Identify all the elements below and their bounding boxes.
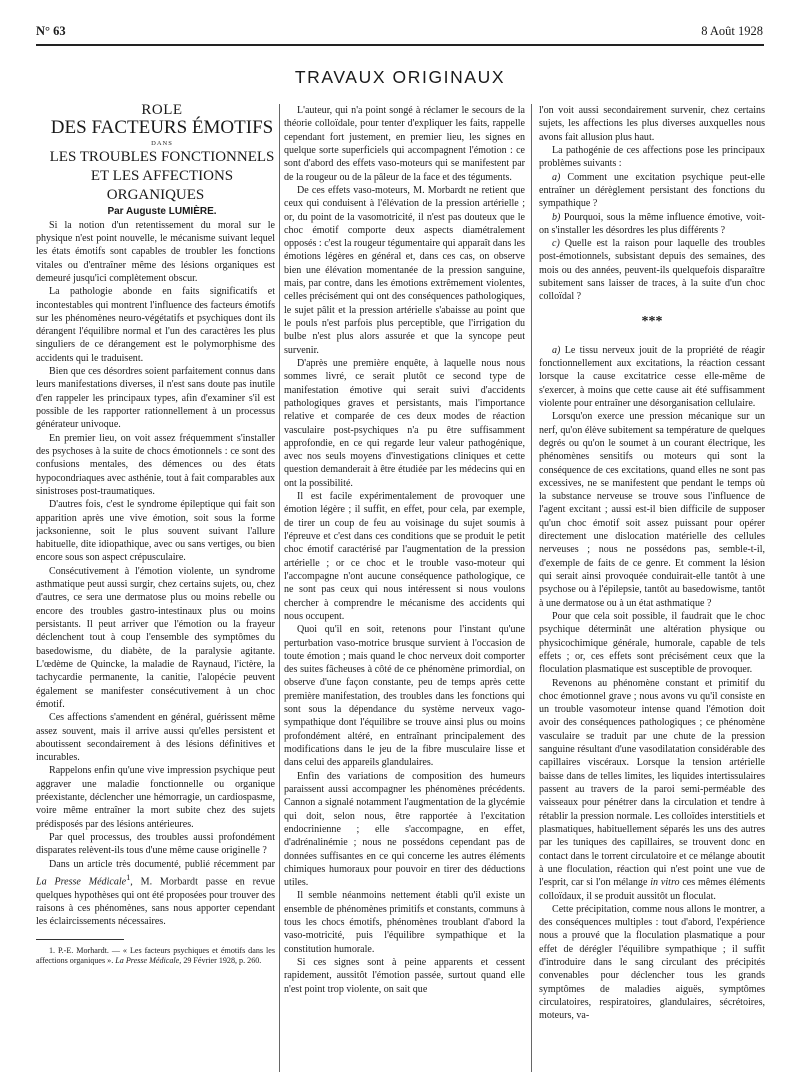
paragraph: Si ces signes sont à peine apparents et cessent rapidement, aussitôt l'émotion passée, surtout quand elle n'est point trop violente, on sait que bbox=[284, 957, 525, 995]
paragraph: Quoi qu'il en soit, retenons pour l'instant qu'une perturbation vaso-motrice brusque survient à l'occasion de toute émotion ; mais quand le choc nerveux doit comporter des suites fâcheuses à côté de ce phénomène primordial, on observe d'une façon constante, peu de temps après cette première manifestation, des troubles dans les fonctions qui sont sous la dépendance du système nerveux vago-sympathique dont l'équilibre se trouve ainsi plus ou moins profondément altéré, en entraînant principalement des modifications dans le jeu de la fibre musculaire lisse et dans celui des appareils glandulaires. bbox=[284, 624, 525, 769]
paragraph-text: Dans un article très documenté, publié récemment par bbox=[49, 858, 275, 870]
section-separator-asterisks: *** bbox=[641, 313, 663, 329]
author-prefix: Par bbox=[107, 206, 124, 218]
paragraph: Il est facile expérimentalement de provoquer une émotion légère ; il suffit, en effet, pour cela, par exemple, de tirer un coup de feu au voisinage du sujet soumis à l'épreuve et c'est dans ces conditions que se produit le petit choc émotif caractérisé par l'augmentation de la pression artérielle ; or ce choc et le trouble vaso-moteur qui l'accompagne n'ont aucune conséquence pathologique, ce ne sont pas ceux qui nous intéressent si nous voulons chercher à comprendre le mécanisme des accidents qui nous occupent. bbox=[284, 491, 525, 622]
issue-date: 8 Août 1928 bbox=[701, 24, 763, 38]
column-divider bbox=[531, 104, 532, 1072]
question-a bbox=[539, 171, 765, 211]
question-b bbox=[539, 211, 765, 238]
paragraph: Enfin des variations de composition des humeurs paraissent aussi accompagner les phénomènes précédents. Cannon a signalé notamment l'augmentation de la glycémie qui doit, selon nous, être rapportée à l'excitation endocrinienne ; elle s'accompagne, en effet, d'adrénalinémie ; nous ne possédons cependant pas de données suffisantes en ce qui concerne les autres éléments chimiques humoraux pour pouvoir en tirer des déductions utiles. bbox=[284, 770, 525, 889]
italic-term: in vitro bbox=[650, 877, 680, 889]
paragraph: De ces effets vaso-moteurs, M. Morbardt ne retient que ceux qui conduisent à l'élévation de la pression artérielle ; or, du point de la vasomotricité, il n'est pas douteux que le choc émotif comporte deux aspects diamétralement opposés : c'est la rougeur tégumentaire qui apparaît dans les émotions légères en général et, dans ces cas, on observe bien une élévation momentanée de la pression sanguine, mais, par contre, dans les émotions extrêmement violentes, celles précisément qui ont des conséquences pathologiques, le sujet pâlit et la pression artérielle s'abaisse au point que le pouls n'est parfois plus perceptible, que l'irrigation du bulbe n'est plus alors assurée et que la syncope peut survenir. bbox=[284, 184, 525, 356]
paragraph bbox=[36, 858, 275, 929]
column-divider bbox=[279, 104, 280, 1072]
article-subtitle-2: ET LES AFFECTIONS ORGANIQUES bbox=[90, 168, 234, 204]
paragraph-text: ces mêmes éléments colloïdaux, il se produit aussitôt un floculat. bbox=[539, 877, 765, 902]
column-1 bbox=[36, 104, 275, 966]
list-label: a) bbox=[552, 171, 561, 183]
article-subtitle-1: LES TROUBLES FONCTIONNELS bbox=[49, 149, 275, 166]
paragraph: Lorsqu'on exerce une pression mécanique sur un nerf, qu'on élève subitement sa température de quelques degrés ou qu'on le soumet à un courant électrique, les phénomènes sensitifs ou moteurs qui sont la conséquence de ces excitations, quand elles ne sont pas excessives, ne se manifestent que pendant le temps où la substance nerveuse se trouve sous l'influence de l'agent excitant ; aussi est-il bien difficile de supposer qu'un choc émotif soit assez puissant pour opérer directement une dislocation matérielle des cellules nerveuses ; nous ne possédons pas, semble-t-il, d'exemple de faits de ce genre. Et comment la lésion qui serait ainsi provoquée conduirait-elle tantôt à une psychose ou à l'épilepsie, tantôt au basedowisme, tantôt à une dermatose ou à un état asthmatique ? bbox=[539, 411, 765, 609]
section-title: TRAVAUX ORIGINAUX bbox=[294, 67, 506, 87]
footnote-ref: 1 bbox=[126, 872, 131, 882]
paragraph: Par quel processus, des troubles aussi profondément disparates relèvent-ils tous d'une même cause originelle ? bbox=[36, 832, 275, 857]
article-title-dans: DANS bbox=[151, 140, 173, 148]
journal-name: La Presse Médicale bbox=[36, 876, 127, 888]
paragraph: La pathologie abonde en faits significatifs et incontestables qui montrent l'influence des facteurs émotifs sur les phénomènes neuro-végétatifs et psychiques dont ils dérangent l'équilibre normal et l'un des caractères les plus singuliers de ce dérangement est le polymorphisme des accidents qui le traduisent. bbox=[36, 286, 275, 364]
author-name: Auguste LUMIÈRE. bbox=[125, 206, 217, 218]
paragraph: Si la notion d'un retentissement du moral sur le physique n'est point nouvelle, le mécanisme suivant lequel les états émotifs sont capables de troubler les fonctions vitales ou d'entraîner même des lésions organiques est demeuré jusqu'ici complètement obscur. bbox=[36, 219, 275, 284]
header-rule bbox=[36, 44, 764, 46]
article-title-role: ROLE bbox=[141, 104, 183, 118]
paragraph: Pour que cela soit possible, il faudrait que le choc psychique déterminât une altération physique ou physicochimique générale, humorale, capable de tels effets ; or, ces effets sont précisément ceux que la floculation plasmatique est susceptible de provoquer. bbox=[539, 610, 765, 676]
list-label: a) bbox=[552, 344, 561, 356]
issue-number: N° 63 bbox=[36, 24, 66, 38]
paragraph: Bien que ces désordres soient parfaitement connus dans leurs manifestations diverses, il n'est sans doute pas inutile d'en rappeler les principaux types, afin d'examiner s'il est possible de les rapporter rationnellement à un processus générateur univoque. bbox=[36, 366, 275, 431]
list-label: c) bbox=[552, 238, 560, 250]
paragraph: Rappelons enfin qu'une vive impression psychique peut aggraver une maladie fonctionnelle ou organique préexistante, déclencher une hémorragie, un cardiospasme, voire même entraîner la mort subite chez des sujets prédisposés par des lésions antérieures. bbox=[36, 765, 275, 830]
question-text: Comment une excitation psychique peut-elle entraîner un dérèglement persistant des fonctions du sympathique ? bbox=[539, 171, 765, 210]
column-3 bbox=[539, 104, 765, 1023]
paragraph: En premier lieu, on voit assez fréquemment s'installer des psychoses à la suite de chocs émotionnels : ce sont des confusions mentales, des démences ou des états hypocondriaques avec asthénie, tout à fait comparables aux sinistroses post-traumatiques. bbox=[36, 432, 275, 497]
footnote-text: 1. P.-E. Morhardt. — « Les facteurs psychiques et émotifs dans les affections organiques ». bbox=[36, 945, 275, 965]
question-c bbox=[539, 237, 765, 304]
paragraph: Cette précipitation, comme nous allons le montrer, a des conséquences multiples : tout d'abord, l'expérience nous a prouvé que la floculation plasmatique a pour effet de dérégler l'équilibre sympathique ; il suffit d'introduire dans le sang circulant des précipités convenables pour déclencher tous les grands symptômes de maladies aiguës, symptômes circulatoires, respiratoires, glandulaires, sécrétoires, moteurs, va- bbox=[539, 903, 765, 1022]
question-text: Quelle est la raison pour laquelle des troubles post-émotionnels, subsistant depuis des semaines, des mois ou des années, peuvent-ils quelquefois disparaître subitement sans laisser de traces, à la suite d'un choc colloïdal ? bbox=[539, 238, 765, 303]
paragraph: Ces affections s'amendent en général, guérissent même assez souvent, mais il arrive aussi qu'elles persistent et aboutissent secondairement à des lésions définitives et incurables. bbox=[36, 712, 275, 764]
article-author bbox=[36, 205, 275, 218]
answer-a bbox=[539, 344, 765, 411]
paragraph: Consécutivement à l'émotion violente, un syndrome asthmatique peut aussi surgir, chez certains sujets, ou, chez d'autres, ce sera une dermatose plus ou moins rebelle ou encore des troubles gastro-intestinaux plus ou moins persistants. Il peut arriver que l'émotion ou la frayeur déclenchent tout à coup l'ensemble des symptômes du basedowisme, du diabète, de la paralysie agitante. L'œdème de Quincke, la maladie de Raynaud, l'ictère, la tachycardie permanente, la canitie, l'alopécie peuvent également se manifester consécutivement à un choc émotif. bbox=[36, 565, 275, 710]
paragraph bbox=[539, 677, 765, 903]
answer-text: Le tissu nerveux jouit de la propriété de réagir fonctionnellement aux excitations, la réaction cessant lorsque la cause excitatrice cesse elle-même de s'exercer, à moins que cette cause ait été suffisamment violente pour entraîner une désorganisation cellulaire. bbox=[539, 344, 765, 409]
footnote-journal: La Presse Médicale bbox=[115, 955, 180, 965]
footnote-rule bbox=[36, 939, 124, 940]
paragraph: l'on voit aussi secondairement survenir, chez certains sujets, les affections les plus diverses auxquelles nous avons fait allusion plus haut. bbox=[539, 105, 765, 143]
footnote bbox=[36, 946, 275, 967]
paragraph: La pathogénie de ces affections pose les principaux problèmes suivants : bbox=[539, 144, 765, 170]
footnote-text: , 29 Février 1928, p. 260. bbox=[179, 955, 262, 965]
question-text: Pourquoi, sous la même influence émotive, voit-on s'installer les désordres les plus différents ? bbox=[539, 211, 765, 236]
list-label: b) bbox=[552, 211, 561, 223]
paragraph-text: , M. Morbardt passe en revue quelques hypothèses qui ont été proposées pour trouver des raisons à ces phénomènes, sans nous apporter cependant les éclaircissements nécessaires. bbox=[36, 876, 275, 928]
article-title-main: DES FACTEURS ÉMOTIFS bbox=[50, 117, 274, 139]
paragraph: L'auteur, qui n'a point songé à réclamer le secours de la théorie colloïdale, pour tenter d'expliquer les faits, rappelle cependant fort justement, en premier lieu, les signes en quelque sorte superficiels qui accompagnent l'émotion : ce sont d'abord des effets vaso-moteurs qui se manifestent par de la rougeur ou de la pâleur de la face et des téguments. bbox=[284, 105, 525, 183]
paragraph: D'après une première enquête, à laquelle nous nous sommes livré, ce serait plutôt ce second type de manifestation émotive qui serait suivi d'accidents pathologiques graves et persistants, mais l'importance relative et comparée de ces deux modes de réaction vasculaire post-psychiques n'a pu être suffisamment approfondie, en ce qui regarde leur valeur pathogénique, avec nos seuls moyens d'investigations cliniques et cette question demanderait à être étudiée par les médecins qui en ont la possibilité. bbox=[284, 357, 525, 489]
column-2 bbox=[284, 104, 525, 996]
paragraph: D'autres fois, c'est le syndrome épileptique qui fait son apparition après une vive émotion, soit sous la forme jacksonienne, soit le plus souvent suivant l'allure habituelle, dite idiopathique, avec ou sans vertiges, ou bien encore sous son aspect crépusculaire. bbox=[36, 499, 275, 564]
paragraph-text: Revenons au phénomène constant et primitif du choc émotionnel grave ; nous avons vu qu'il consiste en un trouble vasomoteur intense quand l'émotion doit avoir des conséquences pathologiques ; ce phénomène vasculaire se traduit par une chute de la pression sanguine résultant d'une vasodilatation considérable des capillaires viscéraux. Lorsque la tension artérielle baisse dans de telles limites, les liquides intertissulaires passent au travers de la paroi semi-perméable des vaisseaux pour pénétrer dans la circulation et tendre à rétablir la pression normale. Les colloïdes interstitiels et plasmatiques, habituellement séparés les uns des autres par les tuniques des capillaires, se trouvent donc en contact dans le torrent circulatoire et ce mélange aboutit à une floculation, réaction qui n'est point une vue de l'esprit, car si l'on mélange bbox=[539, 677, 765, 889]
paragraph: Il semble néanmoins nettement établi qu'il existe un ensemble de phénomènes primitifs et constants, communs à tous les chocs émotifs, phénomènes troublant d'abord la vaso-motricité, puis l'équilibre sympathique et la constitution humorale. bbox=[284, 890, 525, 955]
